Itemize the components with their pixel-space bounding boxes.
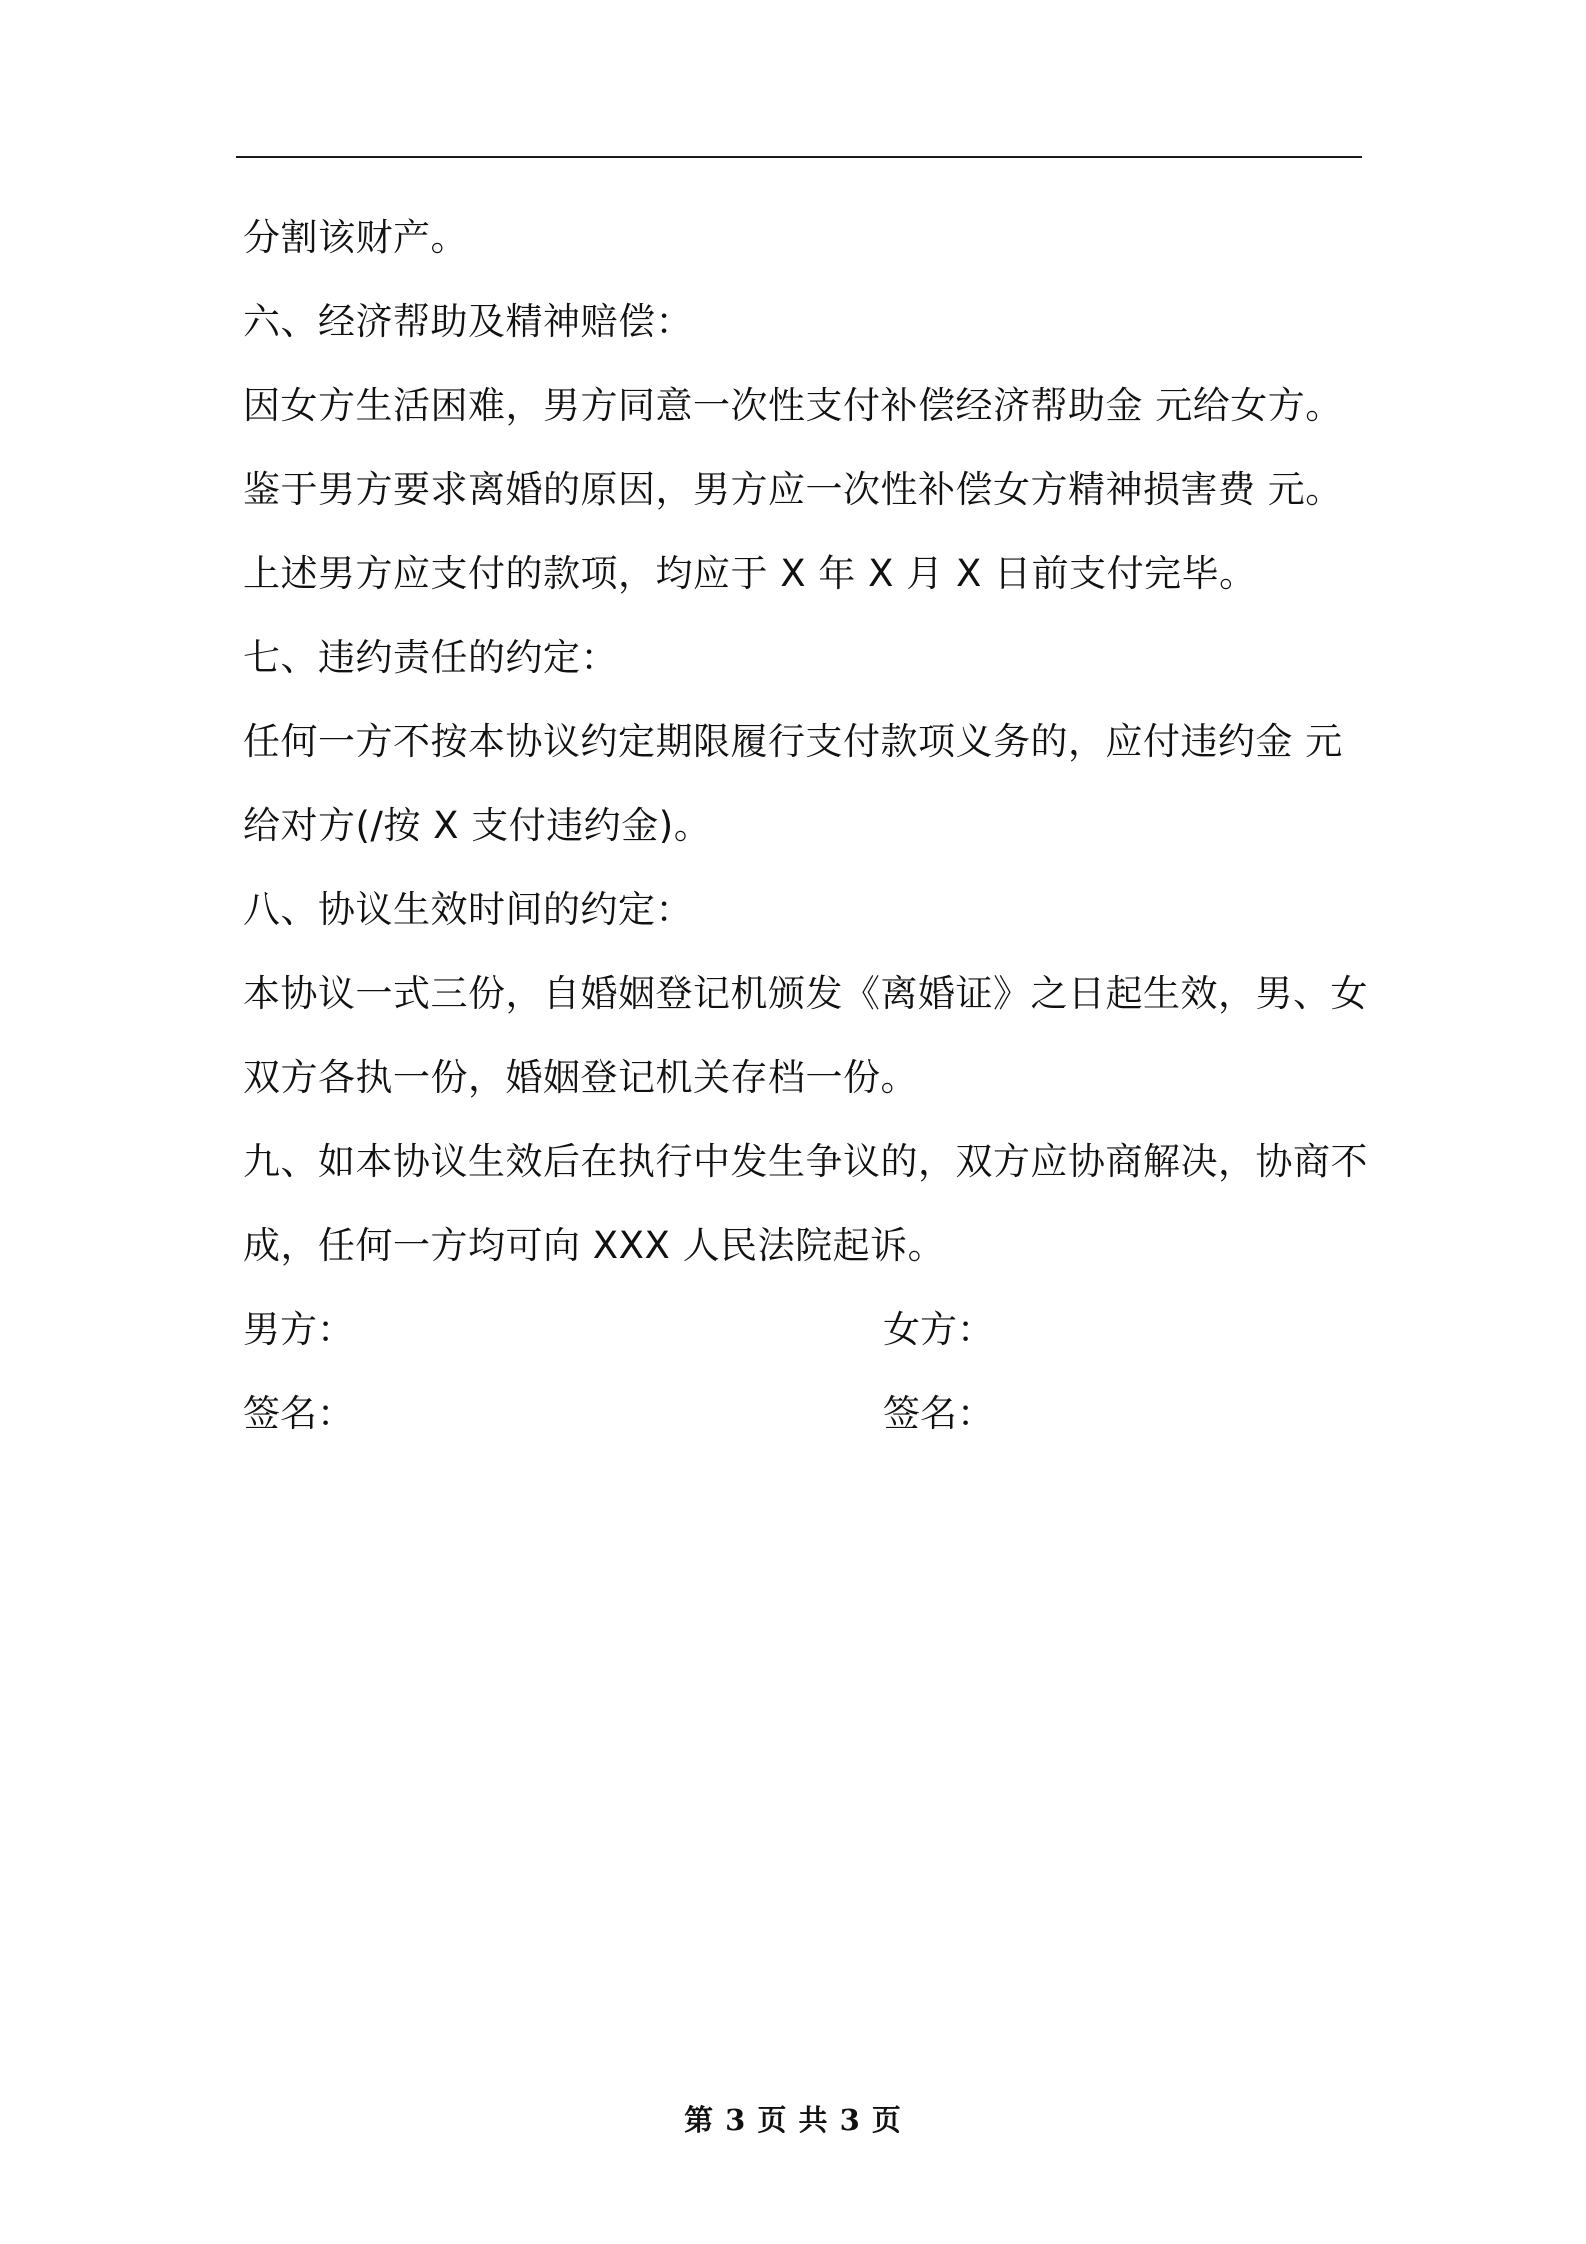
body-line: 本协议一式三份，自婚姻登记机颁发《离婚证》之日起生效，男、女 (243, 972, 1368, 1015)
female-party-label: 女方： (883, 1308, 994, 1351)
section-heading-breach-liability: 七、违约责任的约定： (243, 636, 618, 679)
party-row (243, 1288, 1363, 1372)
body-line: 上述男方应支付的款项，均应于 X 年 X 月 X 日前支付完毕。 (243, 552, 1257, 595)
body-line: 任何一方不按本协议约定期限履行支付款项义务的，应付违约金 元 (243, 720, 1343, 763)
section-heading-dispute: 九、如本协议生效后在执行中发生争议的，双方应协商解决，协商不 (243, 1140, 1368, 1183)
body-line: 分割该财产。 (243, 216, 468, 259)
document-body (243, 196, 1368, 1456)
header-rule (236, 156, 1362, 158)
female-signature-label: 签名： (883, 1392, 994, 1435)
body-line: 给对方(/按 X 支付违约金)。 (243, 804, 712, 847)
section-heading-effective-time: 八、协议生效时间的约定： (243, 888, 693, 931)
male-party-label: 男方： (243, 1308, 354, 1351)
body-line: 成，任何一方均可向 XXX 人民法院起诉。 (243, 1224, 946, 1267)
body-line: 双方各执一份，婚姻登记机关存档一份。 (243, 1056, 918, 1099)
body-line: 鉴于男方要求离婚的原因，男方应一次性补偿女方精神损害费 元。 (243, 468, 1343, 511)
body-line: 因女方生活困难，男方同意一次性支付补偿经济帮助金 元给女方。 (243, 384, 1343, 427)
page-indicator: 第 3 页 共 3 页 (684, 2103, 902, 2137)
section-heading-economic-help: 六、经济帮助及精神赔偿： (243, 300, 693, 343)
signature-row (243, 1372, 1363, 1456)
male-signature-label: 签名： (243, 1392, 354, 1435)
